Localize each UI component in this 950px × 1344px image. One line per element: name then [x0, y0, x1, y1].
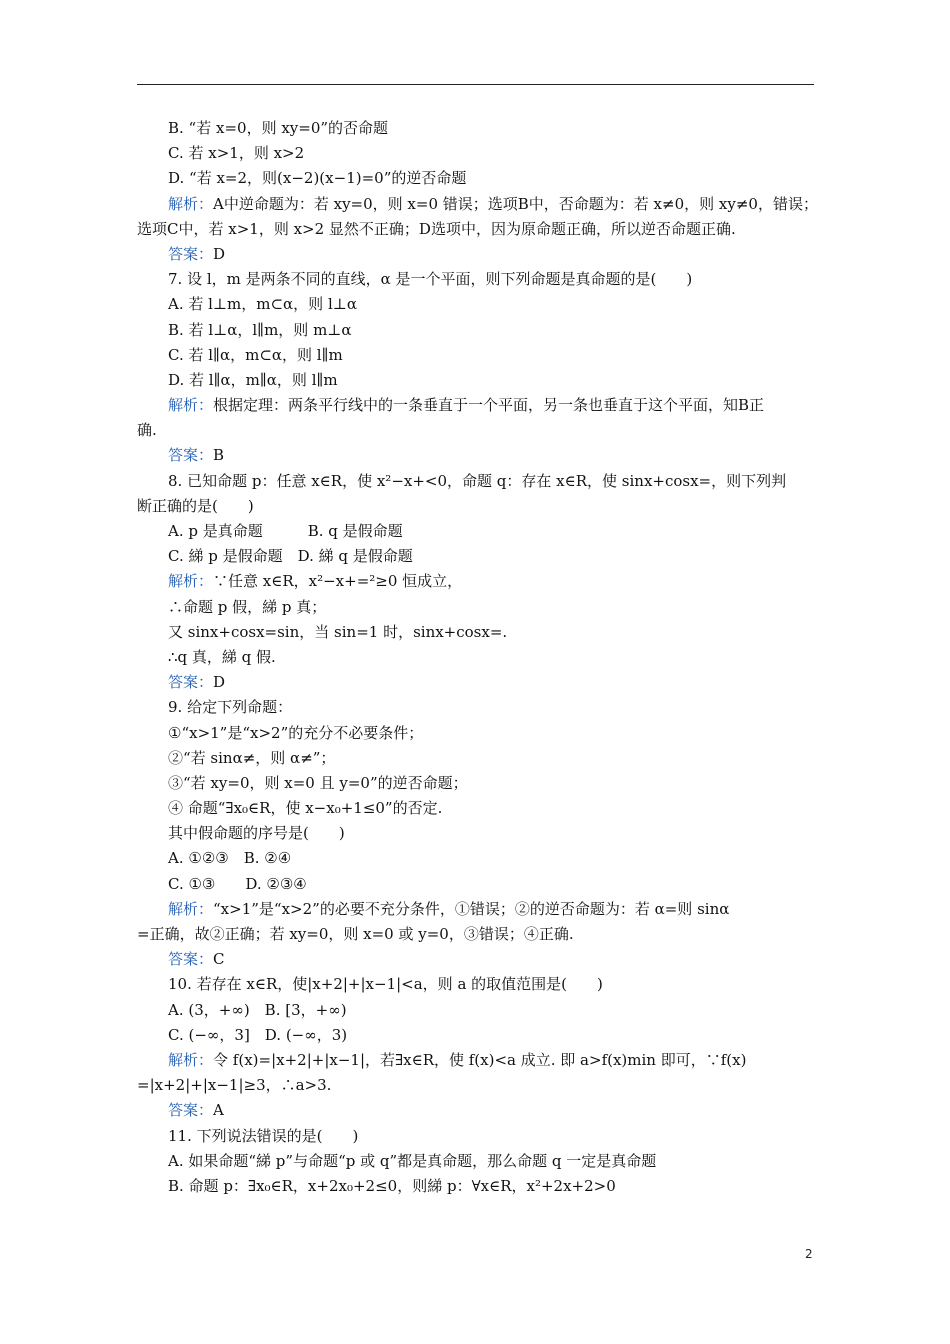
- line-text: A中逆命题为：若 xy=0，则 x=0 错误；选项B中，否命题为：若 x≠0，则 xy≠0，错误；: [213, 194, 818, 213]
- text-line: [137, 1048, 817, 1073]
- text-line: [137, 746, 817, 771]
- page-number: 2: [805, 1247, 813, 1261]
- text-line: [137, 1149, 817, 1174]
- line-text: ∵任意 x∈R，x²−x+=²≥0 恒成立，: [213, 572, 463, 591]
- line-text: A. (3，+∞) B. [3，+∞): [168, 1000, 347, 1019]
- line-text: ∴命题 p 假，綈 p 真；: [168, 597, 327, 616]
- text-line: [137, 141, 817, 166]
- section-label: 解析：: [168, 396, 214, 415]
- section-label: 解析：: [168, 194, 214, 213]
- text-line: [137, 595, 817, 620]
- line-text: ∴q 真，綈 q 假.: [168, 647, 276, 666]
- text-line: [137, 292, 817, 317]
- text-line: [137, 343, 817, 368]
- line-text: 其中假命题的序号是( ): [168, 824, 345, 843]
- text-line: [137, 670, 817, 695]
- line-text: C. 若 x>1，则 x>2: [168, 144, 305, 163]
- text-line: [137, 393, 817, 418]
- section-label: 解析：: [168, 899, 214, 918]
- text-line: [137, 116, 817, 141]
- text-line: [137, 897, 817, 922]
- line-text: 7. 设 l，m 是两条不同的直线，α 是一个平面，则下列命题是真命题的是( ): [168, 270, 693, 289]
- line-text: C. (−∞，3] D. (−∞，3): [168, 1025, 348, 1044]
- text-line: [137, 1174, 817, 1199]
- line-text: B. 命题 p：∃x₀∈R，x+2x₀+2≤0，则綈 p：∀x∈R，x²+2x+2>0: [168, 1176, 616, 1195]
- line-text: D. 若 l∥α，m∥α，则 l∥m: [168, 370, 338, 389]
- line-text: =正确，故②正确；若 xy=0，则 x=0 或 y=0，③错误；④正确.: [137, 925, 574, 943]
- line-text: D: [213, 244, 226, 263]
- text-line: [137, 368, 817, 393]
- text-line: [137, 519, 817, 544]
- line-text: ④ 命题“∃x₀∈R，使 x−x₀+1≤0”的否定.: [168, 799, 443, 818]
- line-text: B. “若 x=0，则 xy=0”的否命题: [168, 119, 389, 137]
- section-label: 答案：: [168, 244, 214, 263]
- line-text: =|x+2|+|x−1|≥3，∴a>3.: [137, 1076, 332, 1095]
- line-text: “x>1”是“x>2”的必要不充分条件，①错误；②的逆否命题为：若 α=则 sinα: [213, 899, 730, 918]
- line-text: ①“x>1”是“x>2”的充分不必要条件；: [168, 723, 424, 742]
- line-text: 断正确的是( ): [137, 496, 254, 515]
- line-text: B. 若 l⊥α，l∥m，则 m⊥α: [168, 320, 352, 339]
- section-label: 答案：: [168, 673, 214, 692]
- line-text: A: [213, 1101, 224, 1120]
- line-text: 11. 下列说法错误的是( ): [168, 1126, 359, 1145]
- line-text: D. “若 x=2，则(x−2)(x−1)=0”的逆否命题: [168, 169, 467, 188]
- line-text: 根据定理：两条平行线中的一条垂直于一个平面，另一条也垂直于这个平面，知B正: [213, 396, 765, 415]
- text-line: [137, 872, 817, 897]
- section-label: 解析：: [168, 1050, 214, 1069]
- header-rule: [137, 84, 814, 85]
- line-text: A. 如果命题“綈 p”与命题“p 或 q”都是真命题，那么命题 q 一定是真命题: [168, 1151, 657, 1170]
- line-text: ②“若 sinα≠，则 α≠”；: [168, 748, 336, 767]
- text-line: [137, 771, 817, 796]
- line-text: 9. 给定下列命题：: [168, 698, 293, 717]
- section-label: 解析：: [168, 572, 214, 591]
- line-text: D: [213, 673, 226, 692]
- section-label: 答案：: [168, 446, 214, 465]
- text-line: [137, 544, 817, 569]
- text-line: [137, 972, 817, 997]
- line-text: A. ①②③ B. ②④: [168, 849, 292, 868]
- text-line: [137, 620, 817, 645]
- section-label: 答案：: [168, 1101, 214, 1120]
- text-line: [137, 695, 817, 720]
- line-text: 又 sinx+cosx=sin，当 sin=1 时，sinx+cosx=.: [168, 622, 508, 641]
- text-line: [137, 469, 817, 494]
- text-line: [137, 443, 817, 468]
- text-line: [137, 318, 817, 343]
- document-body: [137, 116, 817, 1199]
- line-text: 10. 若存在 x∈R，使|x+2|+|x−1|<a，则 a 的取值范围是( ): [168, 975, 603, 994]
- text-line: [137, 821, 817, 846]
- line-text: 确.: [137, 421, 157, 440]
- line-text: ③“若 xy=0，则 x=0 且 y=0”的逆否命题；: [168, 773, 468, 792]
- text-line: [137, 242, 817, 267]
- line-text: C. 若 l∥α，m⊂α，则 l∥m: [168, 345, 343, 364]
- line-text: A. p 是真命题 B. q 是假命题: [168, 522, 403, 540]
- text-line: [137, 166, 817, 191]
- line-text: 选项C中，若 x>1，则 x>2 显然不正确；D选项中，因为原命题正确，所以逆否命题正确.: [137, 219, 736, 238]
- text-line: [137, 796, 817, 821]
- text-line: [137, 267, 817, 292]
- text-line: [137, 1098, 817, 1123]
- section-label: 答案：: [168, 950, 214, 969]
- line-text: C. ①③ D. ②③④: [168, 874, 307, 893]
- line-text: 8. 已知命题 p：任意 x∈R，使 x²−x+<0，命题 q：存在 x∈R，使 sinx+cosx=，则下列判: [168, 471, 787, 490]
- text-line: [137, 1023, 817, 1048]
- text-line: [137, 418, 817, 443]
- text-line: [137, 998, 817, 1023]
- text-line: [137, 494, 817, 519]
- text-line: [137, 217, 817, 242]
- line-text: A. 若 l⊥m，m⊂α，则 l⊥α: [168, 295, 357, 314]
- text-line: [137, 569, 817, 594]
- text-line: [137, 1124, 817, 1149]
- text-line: [137, 721, 817, 746]
- line-text: 令 f(x)=|x+2|+|x−1|，若∃x∈R，使 f(x)<a 成立. 即 a>f(x)min 即可，∵f(x): [213, 1050, 747, 1069]
- text-line: [137, 645, 817, 670]
- line-text: B: [213, 446, 225, 465]
- text-line: [137, 846, 817, 871]
- line-text: C. 綈 p 是假命题 D. 綈 q 是假命题: [168, 547, 413, 566]
- text-line: [137, 192, 817, 217]
- line-text: C: [213, 950, 225, 969]
- text-line: [137, 1073, 817, 1098]
- text-line: [137, 947, 817, 972]
- text-line: [137, 922, 817, 947]
